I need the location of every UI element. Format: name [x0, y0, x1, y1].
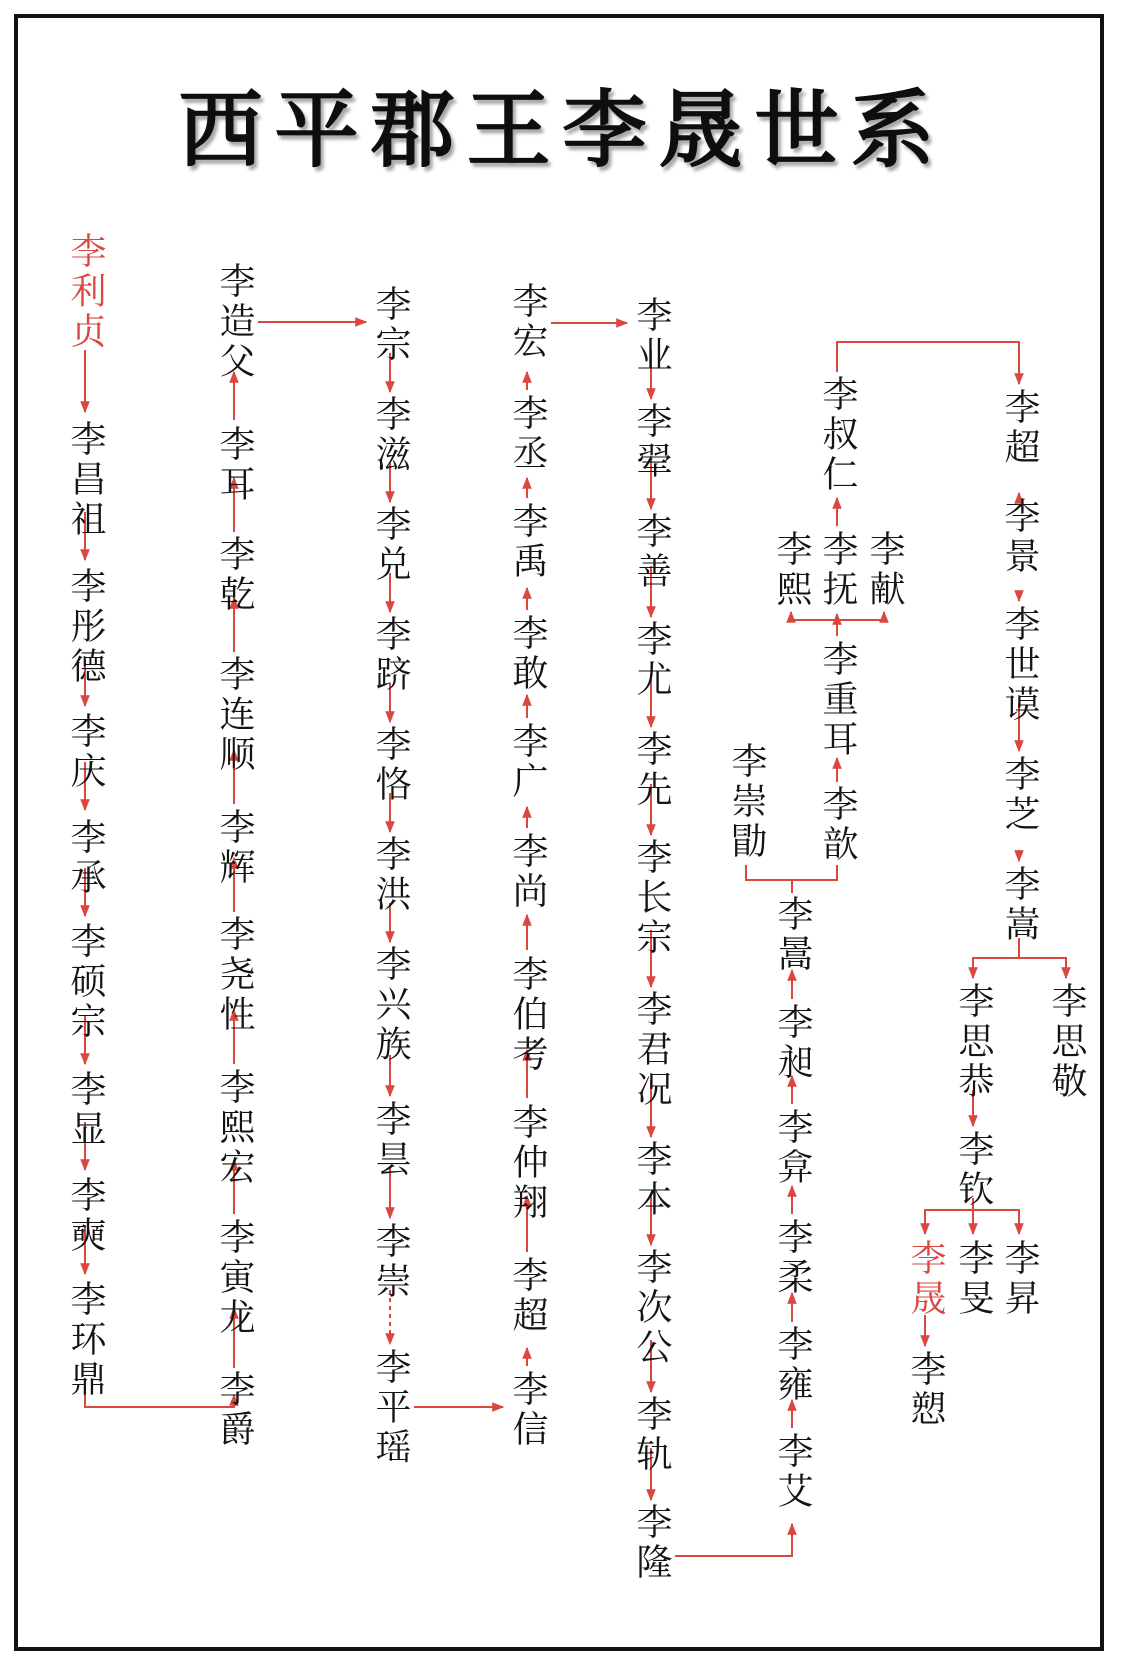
node-li-sijing: 李思敬: [1046, 982, 1087, 1102]
node-li-tongde: 李彤德: [65, 567, 106, 687]
node-li-chonger: 李重耳: [817, 640, 858, 760]
edge-col6-branch: [746, 865, 837, 880]
node-li-yong: 李雍: [772, 1325, 813, 1405]
node-li-junkuang: 李君况: [631, 990, 672, 1110]
node-li-bokao: 李伯考: [507, 955, 548, 1075]
node-li-dui: 李兑: [370, 505, 411, 585]
node-li-chongxu: 李崇勖: [726, 742, 767, 862]
node-li-qin: 李钦: [953, 1130, 994, 1210]
node-li-gui: 李轨: [631, 1395, 672, 1475]
node-li-gan: 李敢: [507, 614, 548, 694]
node-li-qing: 李庆: [65, 712, 106, 792]
node-li-tan: 李昙: [370, 1100, 411, 1180]
node-li-shuozong: 李硕宗: [65, 922, 106, 1042]
node-li-xihong: 李熙宏: [214, 1068, 255, 1188]
edge-col8-right: [1019, 958, 1066, 978]
node-li-changzong: 李长宗: [631, 838, 672, 958]
node-li-xian3: 李献: [864, 530, 905, 610]
node-li-jue: 李爵: [214, 1370, 255, 1450]
node-li-er: 李耳: [214, 425, 255, 505]
node-li-shan: 李善: [631, 512, 672, 592]
node-li-ben: 李本: [631, 1140, 672, 1220]
node-li-ji: 李跻: [370, 615, 411, 695]
node-li-gao: 李暠: [772, 895, 813, 975]
node-li-chang: 李昶: [772, 1003, 813, 1083]
node-li-zhi: 李芝: [999, 755, 1040, 835]
node-li-xin: 李信: [507, 1370, 548, 1450]
node-li-ye: 李业: [631, 296, 672, 376]
node-li-rou: 李柔: [772, 1218, 813, 1298]
node-li-chong: 李崇: [370, 1222, 411, 1302]
node-li-ke: 李恪: [370, 725, 411, 805]
node-li-changzu: 李昌祖: [65, 420, 106, 540]
node-li-guang: 李广: [507, 722, 548, 802]
node-li-hui: 李辉: [214, 808, 255, 888]
node-li-long: 李隆: [631, 1503, 672, 1583]
node-li-zi: 李滋: [370, 395, 411, 475]
node-li-jing: 李景: [999, 497, 1040, 577]
node-li-xin2: 李歆: [817, 785, 858, 865]
edge-col1-to-col2: [85, 1380, 234, 1407]
node-li-cheng: 李承: [65, 818, 106, 898]
node-li-sheng2: 李昇: [999, 1239, 1040, 1319]
node-li-fu: 李抚: [817, 530, 858, 610]
node-li-xian: 李显: [65, 1070, 106, 1150]
node-li-song: 李嵩: [999, 865, 1040, 945]
node-li-shi: 李奭: [65, 1176, 106, 1256]
node-li-sigong: 李思恭: [953, 982, 994, 1102]
node-li-sheng: 李晟: [905, 1239, 946, 1319]
edge-col9-right: [973, 1210, 1019, 1234]
node-li-lianshun: 李连顺: [214, 655, 255, 775]
edge-col7-to-col8: [837, 342, 1019, 384]
node-li-shimo: 李世谟: [999, 605, 1040, 725]
node-li-chao2: 李超: [999, 388, 1040, 468]
node-li-yan: 李弇: [772, 1108, 813, 1188]
node-li-hong2: 李宏: [507, 282, 548, 362]
node-li-you: 李尤: [631, 620, 672, 700]
node-li-huanding: 李环鼎: [65, 1280, 106, 1400]
node-li-hui2: 李翚: [631, 402, 672, 482]
node-li-chao: 李超: [507, 1256, 548, 1336]
node-li-yu: 李禹: [507, 502, 548, 582]
node-li-yaoxing: 李尧性: [214, 915, 255, 1035]
node-li-shang: 李尚: [507, 832, 548, 912]
chart-title: 西平郡王李晟世系: [178, 80, 947, 179]
node-li-su: 李愬: [905, 1350, 946, 1430]
node-li-yinlong: 李寅龙: [214, 1218, 255, 1338]
node-li-shuren: 李叔仁: [817, 375, 858, 495]
node-li-cheng2: 李丞: [507, 394, 548, 474]
node-li-hong: 李洪: [370, 835, 411, 915]
node-li-qian: 李乾: [214, 535, 255, 615]
node-li-min: 李旻: [953, 1239, 994, 1319]
node-li-zhongxiang: 李仲翔: [507, 1103, 548, 1223]
node-li-cigong: 李次公: [631, 1248, 672, 1368]
node-li-pingyao: 李平瑶: [370, 1348, 411, 1468]
node-li-lizhen: 李利贞: [65, 232, 106, 352]
edge-col5-to-col6: [675, 1524, 792, 1556]
node-li-xi: 李熙: [771, 530, 812, 610]
node-li-xian2: 李先: [631, 730, 672, 810]
node-li-xingzu: 李兴族: [370, 945, 411, 1065]
node-li-zaofu: 李造父: [214, 262, 255, 382]
node-li-ai: 李艾: [772, 1432, 813, 1512]
node-li-zong: 李宗: [370, 285, 411, 365]
